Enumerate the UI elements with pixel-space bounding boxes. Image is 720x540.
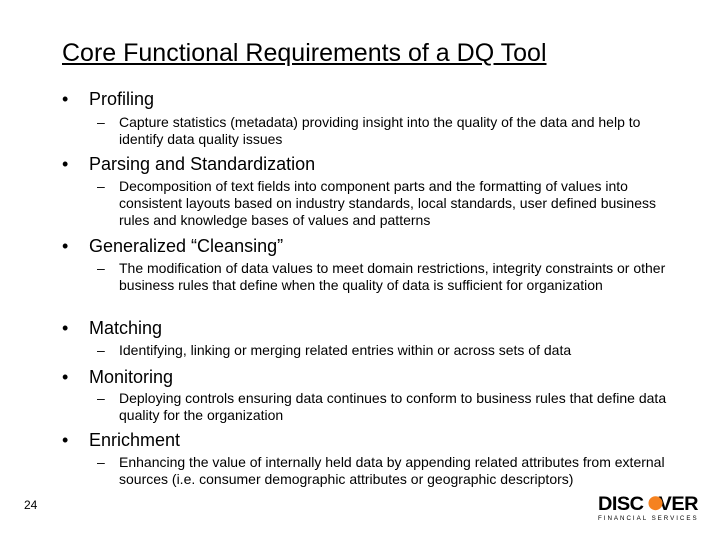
bullet-marker: • <box>62 236 69 256</box>
sub-bullet-text: Decomposition of text fields into component parts and the formatting of values into consistent layouts based on industry standards, local standards, user defined business rules and knowledge bases of values and patterns <box>119 178 656 228</box>
bullet-label: Generalized “Cleansing” <box>89 236 284 256</box>
sub-bullet-text: Enhancing the value of internally held data by appending related attributes from external sources (i.e. consumer demographic attributes or geographic descriptors) <box>119 454 665 487</box>
bullet-marker: • <box>62 89 69 109</box>
dash-marker: – <box>97 390 105 406</box>
svg-text:FINANCIAL SERVICES: FINANCIAL SERVICES <box>598 515 698 522</box>
slide-title: Core Functional Requirements of a DQ Tool <box>62 39 547 67</box>
bullet-marker: • <box>62 430 69 450</box>
bullet-label: Enrichment <box>89 430 181 450</box>
dash-marker: – <box>97 178 105 194</box>
dash-marker: – <box>97 114 105 130</box>
bullet-marker: • <box>62 318 69 338</box>
bullet-marker: • <box>62 367 69 387</box>
bullet-label: Parsing and Standardization <box>89 154 316 174</box>
bullet-label: Profiling <box>89 89 155 109</box>
sub-bullet-monitoring <box>97 390 677 424</box>
sub-bullet-text: Identifying, linking or merging related entries within or across sets of data <box>119 342 572 358</box>
sub-bullet-parsing-standardization <box>97 178 677 229</box>
sub-bullet-text: Capture statistics (metadata) providing insight into the quality of the data and help to identify data quality issues <box>119 114 641 147</box>
dash-marker: – <box>97 454 105 470</box>
sub-bullet-matching <box>97 342 677 359</box>
sub-bullet-enrichment <box>97 454 677 488</box>
dash-marker: – <box>97 342 105 358</box>
svg-text:DISCOVER: DISC VER <box>598 494 697 515</box>
page-number: 24 <box>24 498 38 512</box>
sub-bullet-text: Deploying controls ensuring data continues to conform to business rules that define data quality for the organization <box>119 390 667 423</box>
dash-marker: – <box>97 260 105 276</box>
sub-bullet-text: The modification of data values to meet domain restrictions, integrity constraints or other business rules that define when the quality of data is sufficient for organization <box>119 260 666 293</box>
bullet-label: Monitoring <box>89 367 174 387</box>
discover-logo <box>597 492 701 522</box>
bullet-label: Matching <box>89 318 163 338</box>
sub-bullet-profiling <box>97 114 677 148</box>
bullet-marker: • <box>62 154 69 174</box>
discover-orange-dot <box>649 496 663 510</box>
sub-bullet-generalized-cleansing <box>97 260 677 294</box>
